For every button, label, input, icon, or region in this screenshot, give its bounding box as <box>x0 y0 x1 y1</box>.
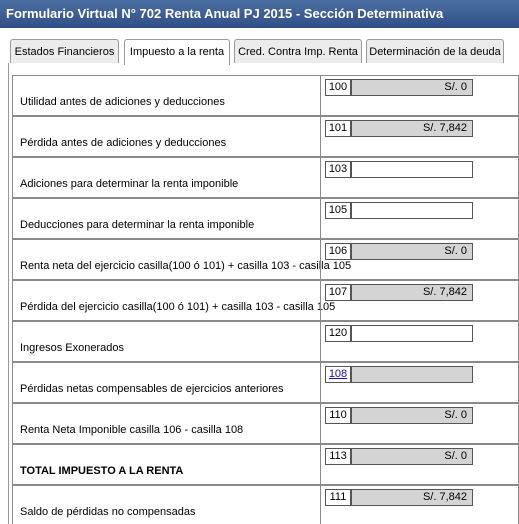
row-label: TOTAL IMPUESTO A LA RENTA <box>20 465 184 477</box>
field-code: 103 <box>325 161 351 178</box>
row-107 <box>12 280 519 321</box>
row-111 <box>12 485 519 524</box>
row-label: Saldo de pérdidas no compensadas <box>20 506 196 518</box>
tab-cred-contra-imp-renta[interactable]: Cred. Contra Imp. Renta <box>234 39 362 64</box>
row-label: Renta Neta Imponible casilla 106 - casilla 108 <box>20 424 244 436</box>
row-label: Renta neta del ejercicio casilla(100 ó 101) + casilla 103 - casilla 105 <box>20 260 352 272</box>
tab-determinacion-deuda[interactable]: Determinación de la deuda <box>366 39 504 64</box>
amount-field: S/. 0 <box>351 448 473 465</box>
amount-field <box>351 366 473 383</box>
row-label: Pérdida antes de adiciones y deducciones <box>20 137 227 149</box>
row-label: Pérdidas netas compensables de ejercicios anteriores <box>20 383 284 395</box>
amount-field: S/. 7,842 <box>351 120 473 137</box>
field-code: 110 <box>325 407 351 424</box>
row-100 <box>12 75 519 116</box>
window-title: Formulario Virtual N° 702 Renta Anual PJ 2015 - Sección Determinativa <box>0 0 519 28</box>
row-label: Adiciones para determinar la renta imponible <box>20 178 239 190</box>
row-106 <box>12 239 519 280</box>
tab-estados-financieros[interactable]: Estados Financieros <box>10 39 119 64</box>
field-code: 113 <box>325 448 351 465</box>
tab-bar <box>0 28 519 64</box>
casilla-108-link[interactable]: 108 <box>328 368 348 380</box>
deducciones-input[interactable] <box>351 202 473 219</box>
row-label: Pérdida del ejercicio casilla(100 ó 101) + casilla 103 - casilla 105 <box>20 301 336 313</box>
row-label: Ingresos Exonerados <box>20 342 124 354</box>
row-113 <box>12 444 519 485</box>
amount-field: S/. 0 <box>351 407 473 424</box>
amount-field: S/. 0 <box>351 79 473 96</box>
row-108 <box>12 362 519 403</box>
row-101 <box>12 116 519 157</box>
adiciones-input[interactable] <box>351 161 473 178</box>
amount-field: S/. 0 <box>351 243 473 260</box>
field-code: 106 <box>325 243 351 260</box>
ingresos-exonerados-input[interactable] <box>351 325 473 342</box>
field-code: 105 <box>325 202 351 219</box>
amount-field: S/. 7,842 <box>351 489 473 506</box>
row-105 <box>12 198 519 239</box>
field-code: 100 <box>325 79 351 96</box>
field-code: 107 <box>325 284 351 301</box>
field-code: 111 <box>325 489 351 506</box>
row-label: Utilidad antes de adiciones y deducciones <box>20 96 225 108</box>
field-code: 101 <box>325 120 351 137</box>
row-110 <box>12 403 519 444</box>
row-label: Deducciones para determinar la renta imponible <box>20 219 255 231</box>
tab-impuesto-a-la-renta[interactable]: Impuesto a la renta <box>124 39 230 65</box>
amount-field: S/. 7,842 <box>351 284 473 301</box>
field-code-108 <box>325 366 351 383</box>
row-120 <box>12 321 519 362</box>
field-code: 120 <box>325 325 351 342</box>
row-103 <box>12 157 519 198</box>
